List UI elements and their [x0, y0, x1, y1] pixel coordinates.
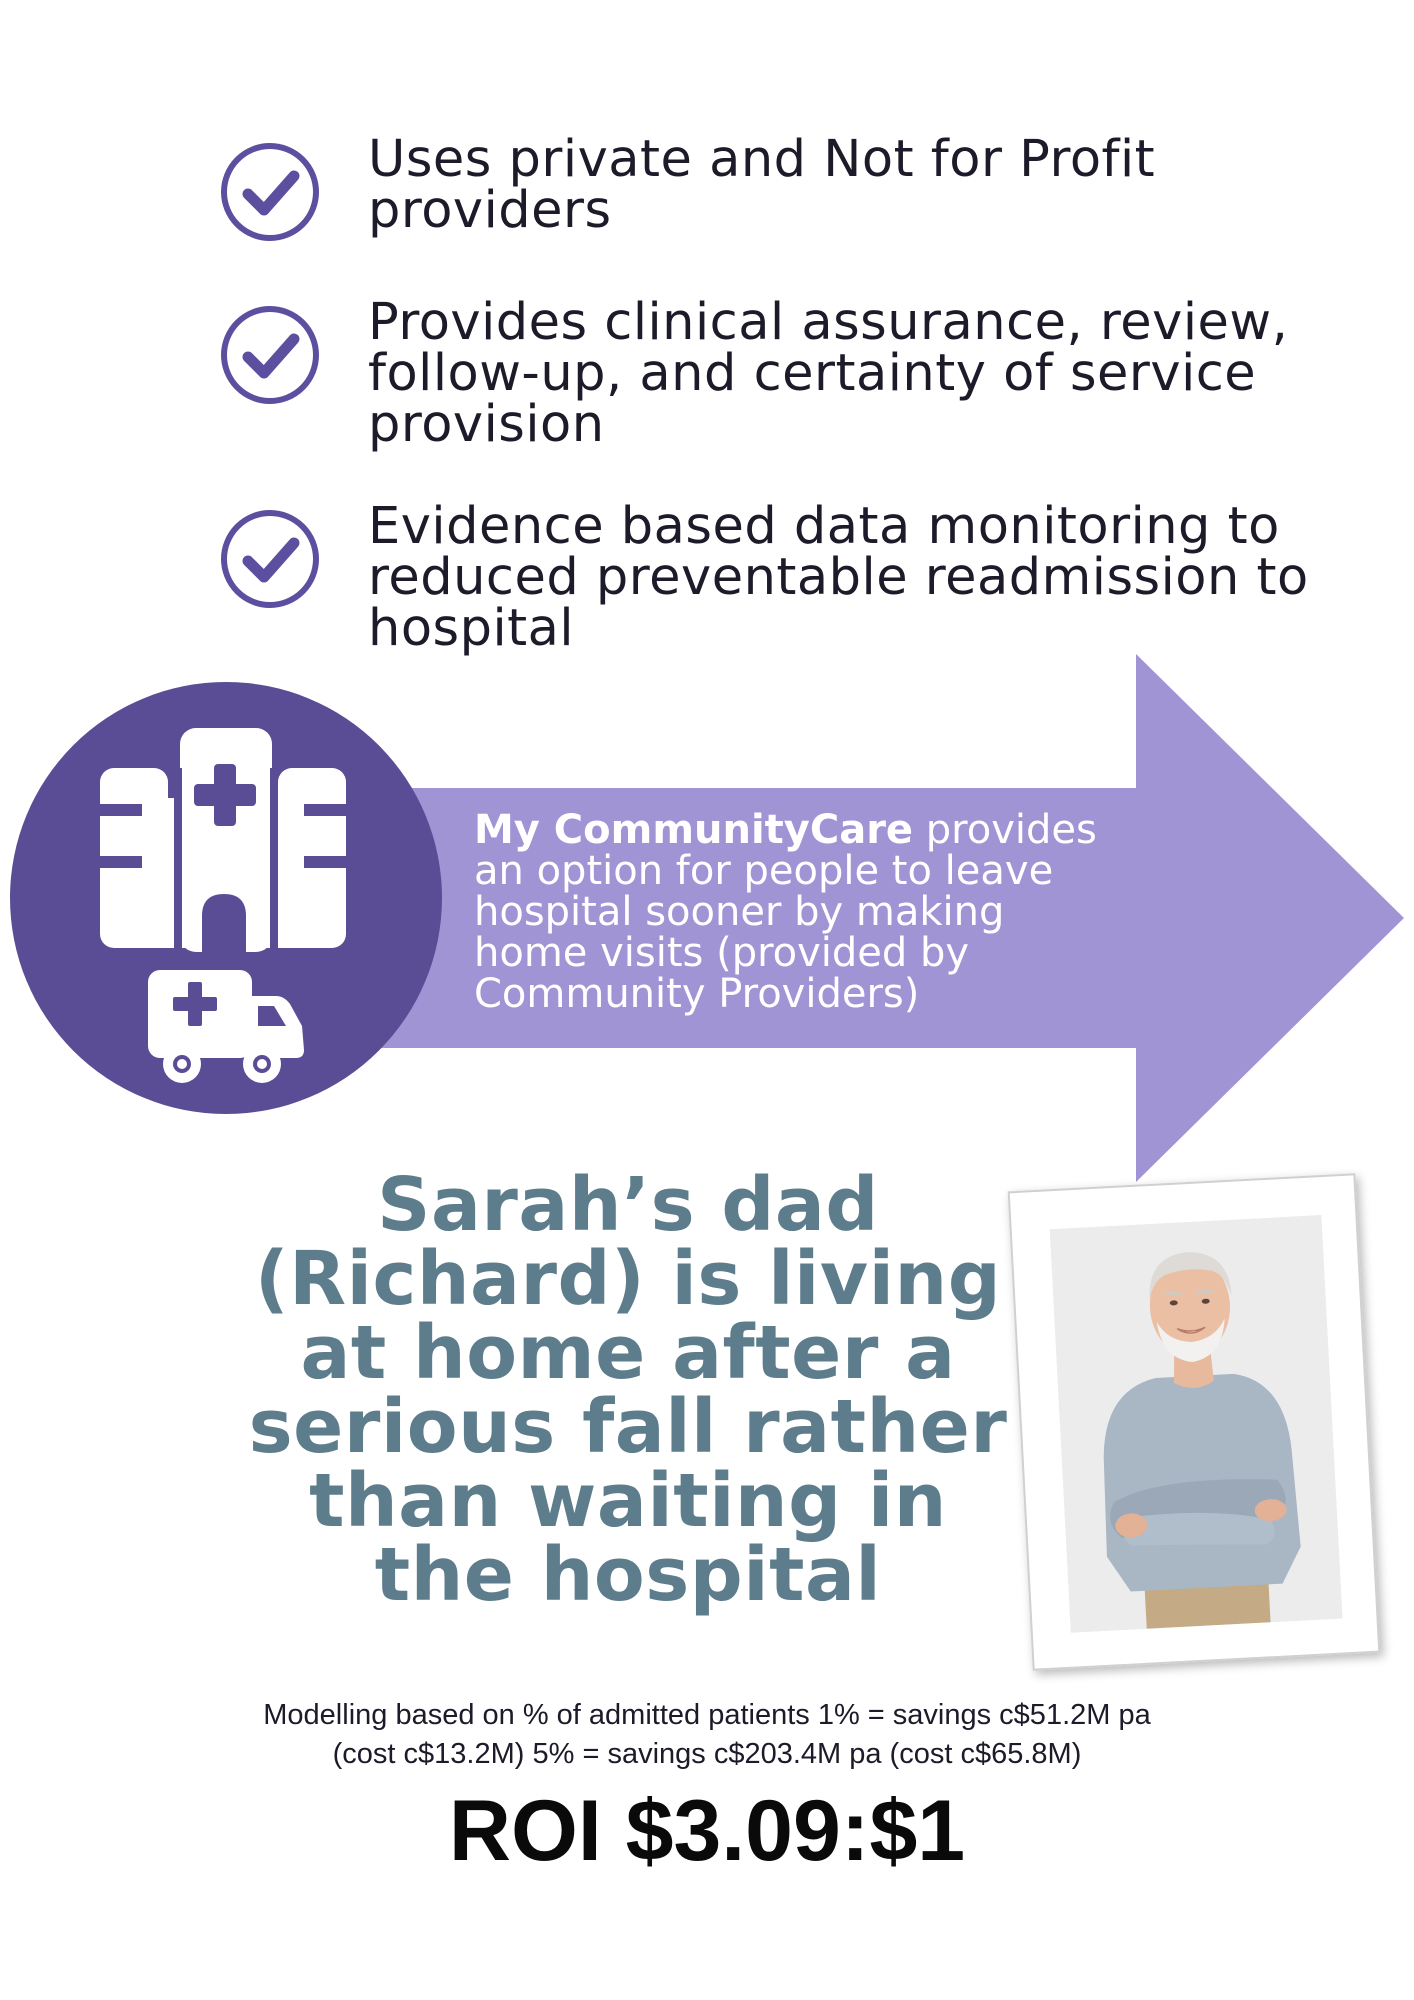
check-circle-icon: [218, 303, 322, 407]
modelling-line-1: Modelling based on % of admitted patients 1% = savings c$51.2M pa: [263, 1699, 1151, 1731]
roi-figure: ROI $3.09:$1: [448, 1783, 966, 1879]
man-portrait-icon: [1050, 1215, 1343, 1633]
modelling-line-2: (cost c$13.2M) 5% = savings c$203.4M pa (cost c$65.8M): [332, 1738, 1082, 1770]
photo-frame: [1008, 1173, 1381, 1671]
modelling-note: [110, 1696, 1304, 1774]
banner-description: provides an option for people to leave hospital sooner by making home visits (provided by Community Providers): [474, 807, 1097, 1017]
brand-name: My CommunityCare: [474, 807, 914, 853]
check-circle-icon: [218, 140, 322, 244]
community-care-banner: [0, 650, 1414, 1190]
hospital-circle: [8, 680, 444, 1116]
story-headline: Sarah’s dad (Richard) is living at home after a serious fall rather than waiting in the hospital: [248, 1162, 1008, 1618]
elderly-man-photo: [1050, 1215, 1343, 1633]
checklist-item-text: Evidence based data monitoring to reduced preventable readmission to hospital: [368, 497, 1309, 658]
checklist-item-text: Provides clinical assurance, review, follow-up, and certainty of service provision: [368, 293, 1289, 454]
check-circle-icon: [218, 507, 322, 611]
banner-text: [474, 807, 1124, 1017]
checklist-item-text: Uses private and Not for Profit providers: [368, 130, 1156, 240]
